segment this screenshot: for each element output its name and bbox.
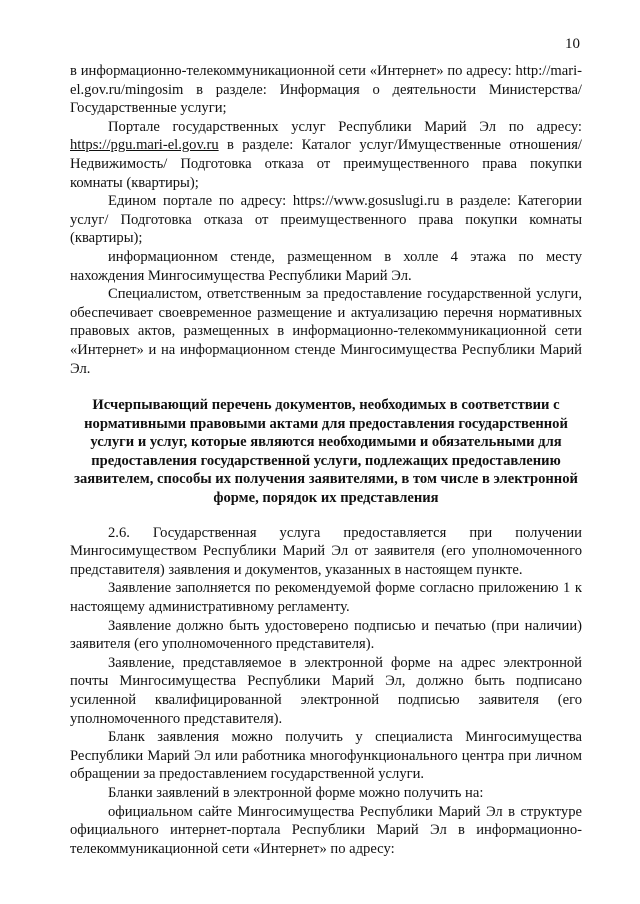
text-run: Специалистом, ответственным за предоставление государственной услуги, обеспечивает своевременное размещение и актуализацию перечня нормативных правовых актов, размещенных в информационно-телекоммуникационной сети «Интернет» и на информационном стенде Мингосимущества Республики Марий Эл. [70,286,582,377]
paragraph-p3 [70,192,582,248]
paragraph-p12 [70,803,582,859]
paragraph-p2 [70,118,582,192]
paragraph-p5 [70,285,582,378]
paragraph-p6 [70,524,582,580]
text-run: Заявление должно быть удостоверено подписью и печатью (при наличии) заявителя (его уполномоченного представителя). [70,617,582,653]
text-run: информационном стенде, размещенном в холле 4 этажа по месту нахождения Мингосимущества Республики Марий Эл. [70,248,582,284]
page-number: 10 [565,36,580,52]
body-text-bottom [70,524,582,859]
text-run: Заявление, представляемое в электронной форме на адрес электронной почты Мингосимущества Республики Марий Эл, должно быть подписано усиленной квалифицированной электронной подписью заявителя (его уполномоченного представителя). [70,654,582,727]
paragraph-p4 [70,248,582,285]
paragraph-p11 [70,784,582,803]
text-run: официальном сайте Мингосимущества Республики Марий Эл в структуре официального интернет-портала Республики Марий Эл в информационно-телекоммуникационной сети «Интернет» по адресу: [70,803,582,857]
text-run: Едином портале по адресу: https://www.gosuslugi.ru в разделе: Категории услуг/ Подготовка отказа от преимущественного права покупки комнаты (квартиры); [70,193,582,247]
text-run: Бланк заявления можно получить у специалиста Мингосимущества Республики Марий Эл или работника многофункционального центра при личном обращении за предоставлением государственной услуги. [70,729,582,783]
text-run: в разделе: Каталог услуг/Имущественные отношения/Недвижимость/ Подготовка отказа от преимущественного права покупки комнаты (квартиры); [70,137,582,191]
paragraph-p10 [70,728,582,784]
paragraph-p8 [70,617,582,654]
paragraph-p7 [70,579,582,616]
link-text: https://pgu.mari-el.gov.ru [70,137,219,154]
text-run: 2.6. Государственная услуга предоставляется при получении Мингосимуществом Республики Марий Эл от заявителя (его уполномоченного представителя) заявления и документов, указанных в настоящем пункте. [70,524,582,578]
paragraph-p9 [70,654,582,728]
text-run: Портале государственных услуг Республики Марий Эл по адресу: [108,118,582,135]
section-heading: Исчерпывающий перечень документов, необходимых в соответствии с нормативными правовыми актами для предоставления государственной услуги и услуг, которые являются необходимыми и обязательными для предоставления государственной услуги, подлежащих предоставлению заявителем, способы их получения заявителями, в том числе в электронной форме, порядок их представления [74,397,578,507]
text-run: Заявление заполняется по рекомендуемой форме согласно приложению 1 к настоящему административному регламенту. [70,580,582,616]
paragraph-p1 [70,62,582,118]
text-run: в информационно-телекоммуникационной сети «Интернет» по адресу: http://mari-el.gov.ru/mingosim в разделе: Информация о деятельности Министерства/Государственные услуги; [70,63,582,117]
text-run: Бланки заявлений в электронной форме можно получить на: [108,784,484,801]
body-text-top [70,62,582,378]
